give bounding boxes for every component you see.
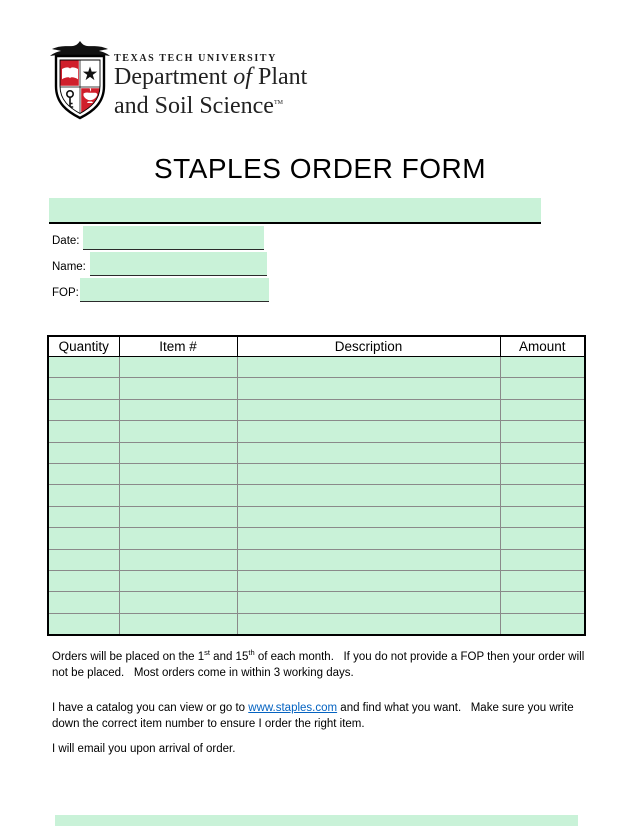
table-header-row [48,336,585,357]
order-schedule-note: Orders will be placed on the 1st and 15th of each month. If you do not provide a FOP then your order will not be placed. Most orders come in within 3 working days. [52,648,585,679]
table-cell-empty[interactable] [48,421,119,442]
table-cell-empty[interactable] [500,592,585,613]
table-row [48,570,585,591]
name-label: Name: [52,261,86,273]
table-cell-empty[interactable] [500,378,585,399]
table-cell-empty[interactable] [119,421,237,442]
table-cell-empty[interactable] [237,399,500,420]
table-cell-empty[interactable] [48,463,119,484]
table-cell-empty[interactable] [119,485,237,506]
table-cell-empty[interactable] [119,399,237,420]
table-cell-empty[interactable] [48,549,119,570]
col-header-item: Item # [119,336,237,357]
table-row [48,442,585,463]
table-row [48,528,585,549]
table-cell-empty[interactable] [119,442,237,463]
trademark-symbol: TM [273,100,283,106]
table-cell-empty[interactable] [119,570,237,591]
table-cell-empty[interactable] [237,549,500,570]
table-cell-empty[interactable] [237,485,500,506]
table-cell-empty[interactable] [119,528,237,549]
table-row [48,613,585,635]
table-row [48,485,585,506]
name-input-field[interactable] [90,252,267,276]
table-cell-empty[interactable] [48,592,119,613]
table-cell-empty[interactable] [48,506,119,527]
table-cell-empty[interactable] [500,485,585,506]
table-cell-empty[interactable] [237,528,500,549]
table-cell-empty[interactable] [237,506,500,527]
table-row [48,506,585,527]
table-cell-empty[interactable] [237,442,500,463]
table-cell-empty[interactable] [119,357,237,378]
fop-input-field[interactable] [80,278,269,302]
table-cell-empty[interactable] [48,613,119,635]
table-cell-empty[interactable] [500,463,585,484]
logo-university-name: TEXAS TECH UNIVERSITY [114,53,277,64]
table-cell-empty[interactable] [48,570,119,591]
table-cell-empty[interactable] [48,442,119,463]
bottom-highlight-field[interactable] [55,815,578,826]
table-cell-empty[interactable] [500,442,585,463]
logo-dept-line2: and Soil Science™ [114,93,283,119]
fop-label: FOP: [52,287,79,299]
table-row [48,378,585,399]
date-input-field[interactable] [83,226,264,250]
table-cell-empty[interactable] [237,357,500,378]
table-cell-empty[interactable] [500,570,585,591]
table-cell-empty[interactable] [237,463,500,484]
col-header-description: Description [237,336,500,357]
table-row [48,549,585,570]
table-cell-empty[interactable] [237,378,500,399]
name-field-row [0,252,640,276]
table-cell-empty[interactable] [500,528,585,549]
date-label: Date: [52,235,80,247]
order-table [47,335,586,636]
table-cell-empty[interactable] [119,613,237,635]
table-cell-empty[interactable] [237,570,500,591]
table-cell-empty[interactable] [500,357,585,378]
table-cell-empty[interactable] [119,463,237,484]
table-row [48,357,585,378]
ttu-shield-icon [48,40,112,122]
table-cell-empty[interactable] [500,399,585,420]
logo-dept-line1: Department of Plant [114,64,308,90]
table-cell-empty[interactable] [237,613,500,635]
ttu-logo-text [114,53,307,119]
col-header-amount: Amount [500,336,585,357]
table-cell-empty[interactable] [48,528,119,549]
table-cell-empty[interactable] [500,613,585,635]
table-cell-empty[interactable] [500,421,585,442]
table-cell-empty[interactable] [237,421,500,442]
table-cell-empty[interactable] [48,485,119,506]
fop-field-row [0,278,640,302]
table-row [48,399,585,420]
form-title: STAPLES ORDER FORM [153,153,487,184]
table-cell-empty[interactable] [48,357,119,378]
table-cell-empty[interactable] [500,506,585,527]
table-cell-empty[interactable] [237,592,500,613]
table-cell-empty[interactable] [500,549,585,570]
staples-link[interactable]: www.staples.com [248,702,338,714]
vendor-highlight-field[interactable] [49,198,541,224]
table-row [48,463,585,484]
table-cell-empty[interactable] [48,399,119,420]
catalog-note: I have a catalog you can view or go to www.staples.com and find what you want. Make sure you write down the correct item number to ensure I order the right item. [52,702,574,730]
col-header-quantity: Quantity [48,336,119,357]
date-field-row [0,226,640,250]
table-cell-empty[interactable] [119,378,237,399]
table-row [48,421,585,442]
table-cell-empty[interactable] [119,549,237,570]
email-note: I will email you upon arrival of order. [52,743,236,755]
table-cell-empty[interactable] [119,506,237,527]
table-cell-empty[interactable] [119,592,237,613]
table-cell-empty[interactable] [48,378,119,399]
table-row [48,592,585,613]
